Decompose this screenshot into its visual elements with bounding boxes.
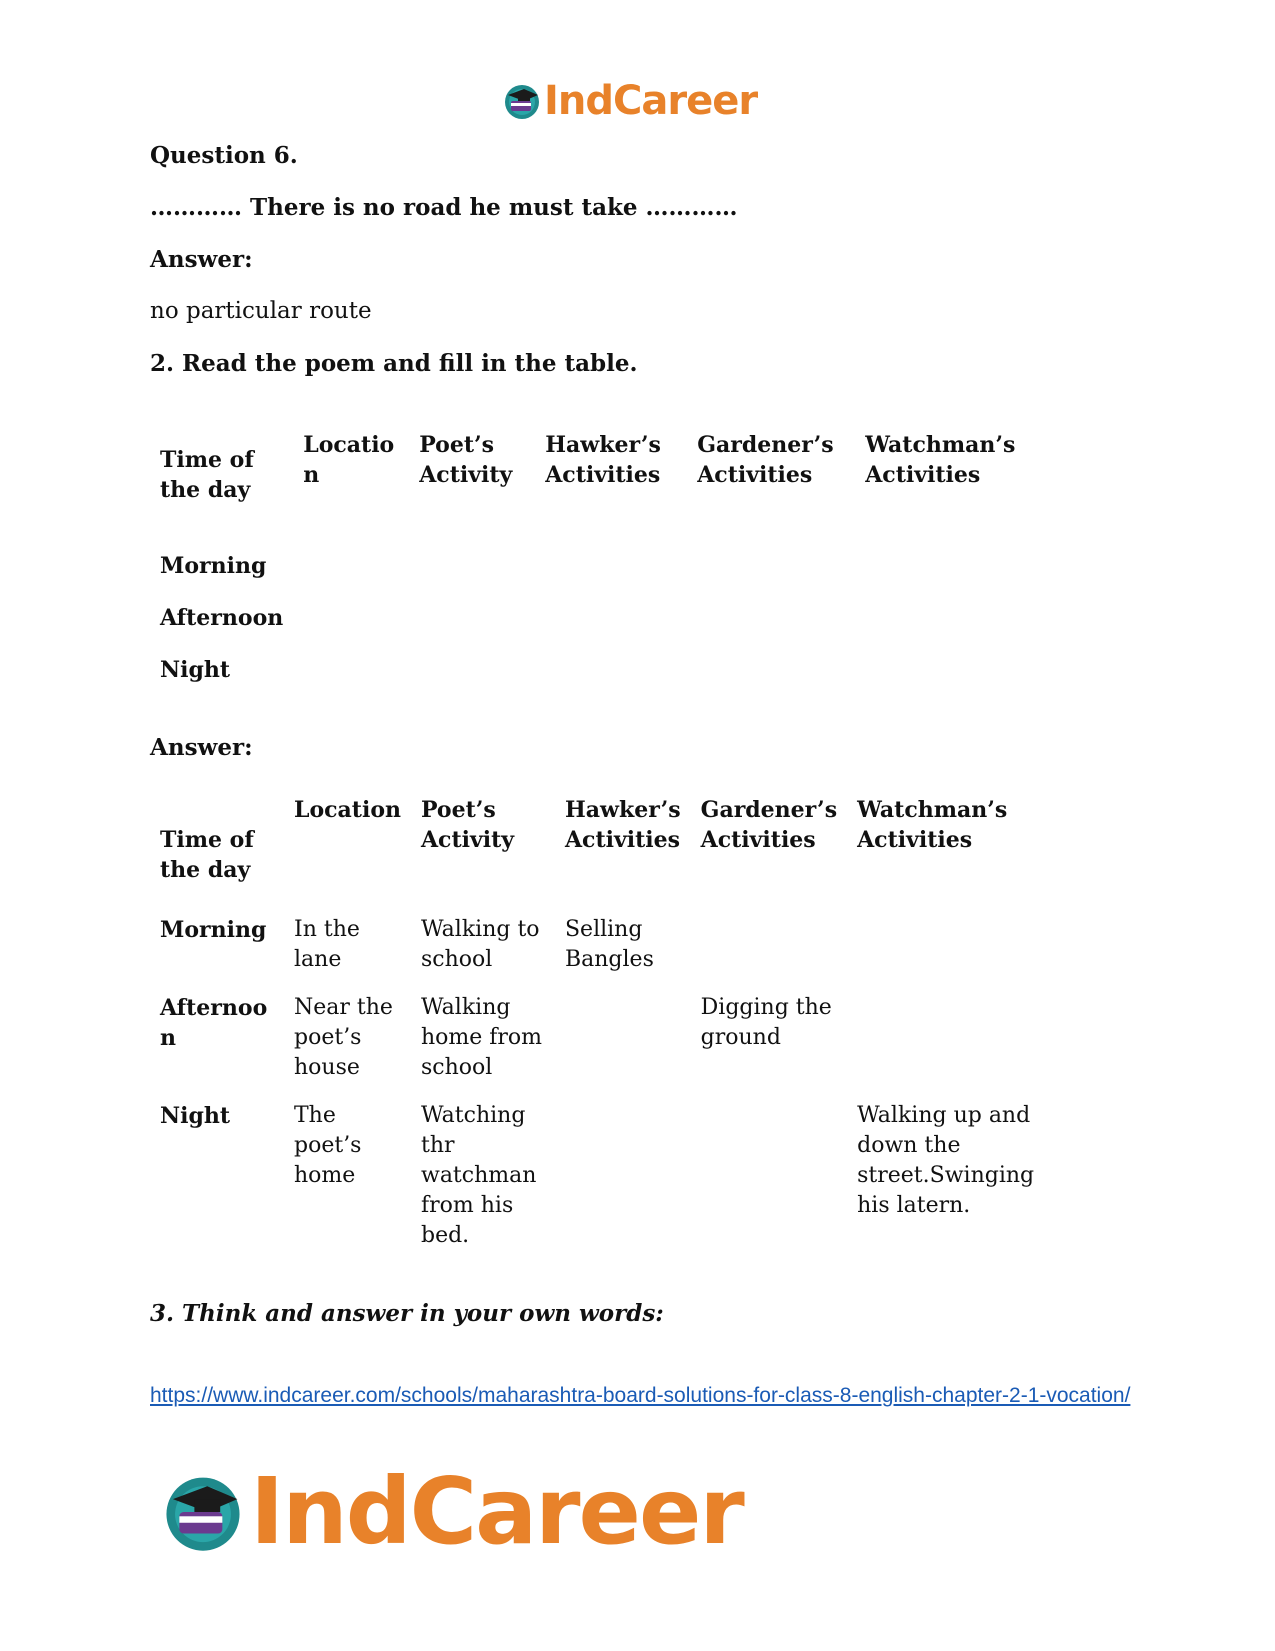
answer-header-location: Location: [294, 797, 401, 823]
answer-cell: In the lane: [294, 917, 360, 972]
answer-header-gardener: Gardener’s Activities: [700, 797, 838, 853]
section2-heading: 2. Read the poem and fill in the table.: [150, 350, 638, 377]
row-night: Night: [160, 657, 231, 683]
answer-cell: Afternoo n: [160, 995, 268, 1051]
section3-heading: 3. Think and answer in your own words:: [150, 1300, 664, 1327]
answer-header-time: Time of the day: [160, 827, 254, 883]
answer-cell: Morning: [160, 917, 267, 943]
header-time: Time of the day: [160, 447, 254, 503]
answer-header-hawker: Hawker’s Activities: [564, 797, 681, 853]
answer-cell: [691, 1101, 847, 1269]
answer-cell: [555, 993, 691, 1101]
graduation-globe-icon: [160, 1469, 246, 1555]
graduation-globe-icon: [502, 81, 542, 121]
table-row: [150, 1101, 1044, 1269]
question-label: Question 6.: [150, 142, 298, 169]
answer-cell: [691, 915, 847, 993]
brand-name: IndCareer: [544, 78, 758, 124]
answer-cell: Night: [160, 1103, 231, 1129]
answer-header-poet: Poet’s Activity: [420, 797, 515, 853]
table-row: [150, 915, 1044, 993]
answer-cell: The poet’s home: [294, 1103, 362, 1188]
answer-label: Answer:: [150, 246, 253, 273]
table-row: [150, 993, 1044, 1101]
answer-cell: Digging the ground: [700, 995, 832, 1050]
row-afternoon: Afternoon: [160, 605, 284, 631]
answer-cell: Near the poet’s house: [294, 995, 393, 1080]
header-gardener: Gardener’s Activities: [697, 432, 834, 488]
indcareer-logo-bottom: [160, 1458, 743, 1565]
row-morning: Morning: [160, 553, 267, 579]
indcareer-logo-top: [502, 78, 757, 124]
answer-cell: Walking up and down the street.Swinging his latern.: [857, 1103, 1035, 1218]
answer-cell: Watching thr watchman from his bed.: [420, 1103, 537, 1248]
answer-activity-table: [150, 795, 1044, 1269]
brand-name: IndCareer: [250, 1458, 743, 1565]
source-link[interactable]: https://www.indcareer.com/schools/maharashtra-board-solutions-for-class-8-english-chapter-2-1-vocation/: [150, 1384, 1131, 1407]
header-location: Locatio n: [303, 432, 395, 488]
answer-cell: [847, 915, 1044, 993]
answer-label-2: Answer:: [150, 734, 253, 761]
empty-activity-table: [150, 430, 1025, 696]
header-poet: Poet’s Activity: [419, 432, 513, 488]
answer-cell: [555, 1101, 691, 1269]
header-watchman: Watchman’s Activities: [865, 432, 1016, 488]
question-text: ………… There is no road he must take …………: [150, 194, 738, 221]
answer-header-watchman: Watchman’s Activities: [857, 797, 1008, 853]
answer-text: no particular route: [150, 298, 372, 324]
answer-cell: Walking to school: [420, 917, 540, 972]
answer-cell: Walking home from school: [420, 995, 543, 1080]
answer-cell: [847, 993, 1044, 1101]
answer-cell: Selling Bangles: [564, 917, 654, 972]
header-hawker: Hawker’s Activities: [545, 432, 661, 488]
